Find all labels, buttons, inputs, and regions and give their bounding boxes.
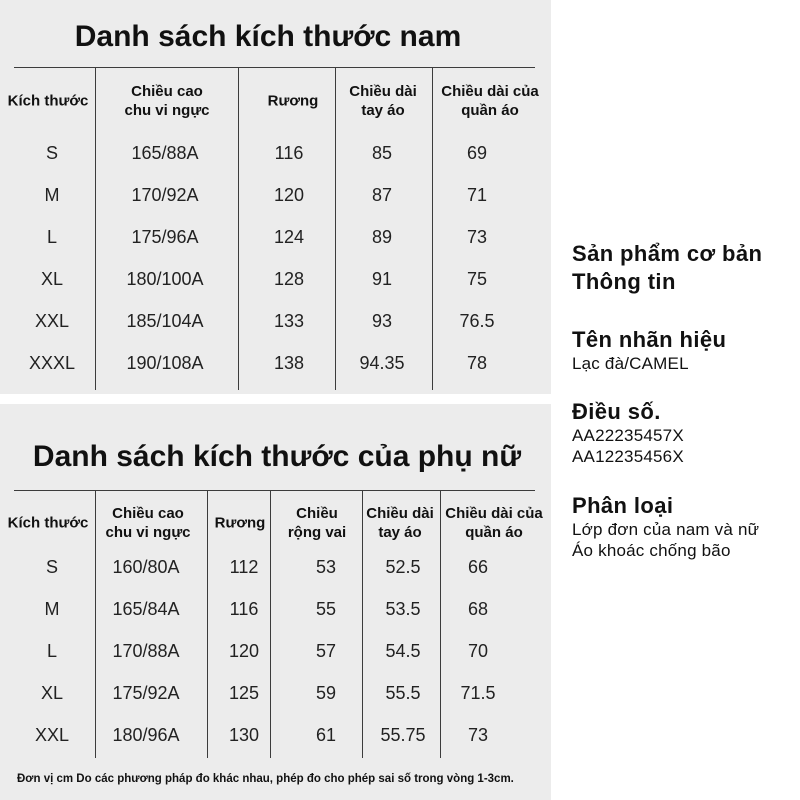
category-value: Lớp đơn của nam và nữ xyxy=(572,520,760,539)
men-size-cell: M xyxy=(44,185,60,205)
men-sleeve-length-cell: 91 xyxy=(371,269,393,289)
men-height-chest-cell: 190/108A xyxy=(126,353,204,373)
men-garment-length-cell: 73 xyxy=(466,227,488,247)
men-chart-title: Danh sách kích thước nam xyxy=(74,20,462,53)
women-garment-length-cell: 70 xyxy=(467,641,489,661)
men-height-chest-header: Chiều cao chu vi ngực xyxy=(124,83,210,119)
men-size-cell: XXXL xyxy=(28,353,76,373)
women-size-cell: L xyxy=(46,641,58,661)
women-sleeve-length-cell: 52.5 xyxy=(385,557,421,577)
men-height-chest-cell: 165/88A xyxy=(131,143,199,163)
men-sleeve-length-cell: 87 xyxy=(371,185,393,205)
men-size-table xyxy=(0,0,551,394)
measurement-footnote: Đơn vị cm Do các phương pháp đo khác nhau, phép đo cho phép sai số trong vòng 1-3cm. xyxy=(17,773,514,785)
women-sleeve-length-cell: 55.5 xyxy=(385,683,421,703)
women-garment-length-cell: 71.5 xyxy=(460,683,496,703)
women-garment-length-cell: 68 xyxy=(467,599,489,619)
women-shoulder-width-cell: 61 xyxy=(315,725,337,745)
women-sleeve-length-header: Chiều dài tay áo xyxy=(366,505,434,541)
women-garment-length-header: Chiều dài của quần áo xyxy=(445,505,543,541)
men-garment-length-cell: 71 xyxy=(466,185,488,205)
men-sleeve-length-cell: 93 xyxy=(371,311,393,331)
men-height-chest-cell: 175/96A xyxy=(131,227,199,247)
women-column-divider xyxy=(270,490,271,758)
men-garment-length-cell: 75 xyxy=(466,269,488,289)
women-height-chest-cell: 175/92A xyxy=(112,683,180,703)
product-info-heading-line2: Thông tin xyxy=(572,269,676,294)
women-size-cell: S xyxy=(45,557,59,577)
men-sleeve-length-cell: 89 xyxy=(371,227,393,247)
item-number-label: Điều số. xyxy=(572,399,661,424)
men-column-divider xyxy=(238,67,239,390)
men-column-divider xyxy=(432,67,433,390)
women-chest-cell: 125 xyxy=(228,683,260,703)
women-shoulder-width-header: Chiều rộng vai xyxy=(287,505,347,541)
men-garment-length-cell: 76.5 xyxy=(459,311,495,331)
brand-value: Lạc đà/CAMEL xyxy=(572,354,689,373)
women-chest-cell: 120 xyxy=(228,641,260,661)
men-size-chart xyxy=(0,0,551,394)
men-size-cell: S xyxy=(45,143,59,163)
women-height-chest-cell: 165/84A xyxy=(112,599,180,619)
women-column-divider xyxy=(207,490,208,758)
men-garment-length-header: Chiều dài của quần áo xyxy=(441,83,539,119)
women-chest-cell: 116 xyxy=(229,599,259,619)
men-height-chest-cell: 180/100A xyxy=(126,269,204,289)
women-column-divider xyxy=(362,490,363,758)
men-column-divider xyxy=(95,67,96,390)
women-shoulder-width-cell: 57 xyxy=(315,641,337,661)
item-number-value: AA12235456X xyxy=(572,447,684,466)
men-chest-cell: 116 xyxy=(274,143,304,163)
women-shoulder-width-cell: 55 xyxy=(315,599,337,619)
women-size-cell: XXL xyxy=(34,725,70,745)
men-chest-cell: 138 xyxy=(273,353,305,373)
women-sleeve-length-cell: 55.75 xyxy=(380,725,426,745)
men-chest-cell: 128 xyxy=(273,269,305,289)
men-height-chest-cell: 170/92A xyxy=(131,185,199,205)
women-size-table xyxy=(0,404,551,800)
women-shoulder-width-cell: 59 xyxy=(315,683,337,703)
women-column-divider xyxy=(95,490,96,758)
men-size-cell: XXL xyxy=(34,311,70,331)
women-sleeve-length-cell: 53.5 xyxy=(385,599,421,619)
women-chart-title: Danh sách kích thước của phụ nữ xyxy=(32,440,522,473)
women-size-chart xyxy=(0,404,551,800)
men-chest-header: Rương xyxy=(267,92,319,110)
women-chest-cell: 112 xyxy=(229,557,259,577)
men-garment-length-cell: 78 xyxy=(466,353,488,373)
women-height-chest-header: Chiều cao chu vi ngực xyxy=(105,505,191,541)
women-height-chest-cell: 170/88A xyxy=(112,641,180,661)
men-sleeve-length-header: Chiều dài tay áo xyxy=(349,83,417,119)
women-height-chest-cell: 160/80A xyxy=(112,557,180,577)
women-chest-header: Rương xyxy=(214,514,266,532)
men-chest-cell: 124 xyxy=(273,227,305,247)
women-height-chest-cell: 180/96A xyxy=(112,725,180,745)
men-height-chest-cell: 185/104A xyxy=(126,311,204,331)
men-sleeve-length-cell: 94.35 xyxy=(359,353,405,373)
category-label: Phân loại xyxy=(572,493,674,518)
women-column-divider xyxy=(440,490,441,758)
men-chest-cell: 133 xyxy=(273,311,305,331)
women-size-cell: M xyxy=(44,599,60,619)
category-value: Áo khoác chống bão xyxy=(572,541,731,560)
women-garment-length-cell: 66 xyxy=(467,557,489,577)
men-column-divider xyxy=(335,67,336,390)
item-number-value: AA22235457X xyxy=(572,426,684,445)
women-size-cell: XL xyxy=(40,683,64,703)
women-sleeve-length-cell: 54.5 xyxy=(385,641,421,661)
men-size-cell: XL xyxy=(40,269,64,289)
men-sleeve-length-cell: 85 xyxy=(371,143,393,163)
women-size-header: Kích thước xyxy=(7,514,89,532)
women-chest-cell: 130 xyxy=(228,725,260,745)
men-chest-cell: 120 xyxy=(273,185,305,205)
brand-label: Tên nhãn hiệu xyxy=(572,327,727,352)
men-garment-length-cell: 69 xyxy=(466,143,488,163)
women-shoulder-width-cell: 53 xyxy=(315,557,337,577)
men-size-header: Kích thước xyxy=(7,92,89,110)
product-info-heading: Sản phẩm cơ bản xyxy=(572,241,763,266)
men-size-cell: L xyxy=(46,227,58,247)
product-info xyxy=(572,0,798,800)
women-garment-length-cell: 73 xyxy=(467,725,489,745)
